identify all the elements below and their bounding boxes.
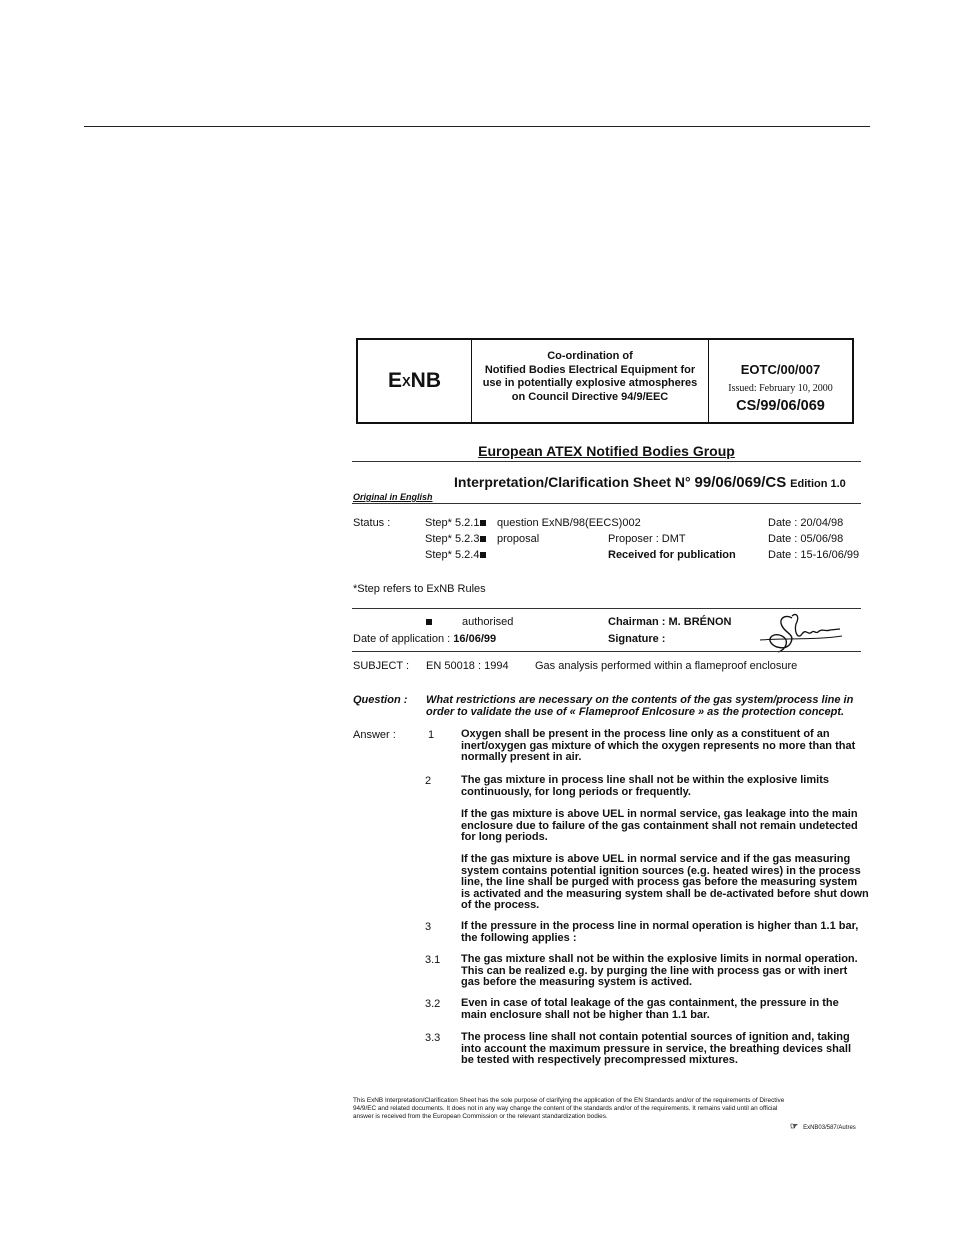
disclaimer-footer [353, 1097, 863, 1121]
header-title-line: Notified Bodies Electrical Equipment for [484, 363, 696, 376]
answer-paragraph [461, 729, 855, 764]
answer-label: Answer : [353, 729, 396, 741]
reference-number: EOTC/00/007 [740, 362, 821, 377]
answer-line: of the process. [461, 899, 540, 911]
answer-line: If the gas mixture is above UEL in normal service and if the gas measuring [461, 853, 851, 865]
status-label: Status : [353, 517, 391, 529]
status-step [425, 517, 486, 529]
status-desc: proposal [497, 533, 540, 545]
signature-image [756, 610, 846, 656]
divider [352, 503, 861, 504]
status-desc: question ExNB/98(EECS)002 [497, 517, 641, 529]
checkbox-filled-icon [426, 619, 432, 625]
date-of-application-label: Date of application : [353, 633, 451, 645]
group-title-text: European ATEX Notified Bodies Group [478, 443, 735, 459]
exnb-logo [358, 340, 472, 422]
proposer: Proposer : DMT [608, 533, 686, 545]
answer-number: 2 [425, 775, 432, 787]
answer-paragraph [461, 775, 829, 798]
checkbox-filled-icon [480, 552, 486, 558]
date-of-application [353, 633, 496, 645]
answer-line: the following applies : [461, 931, 577, 944]
signature-label: Signature : [608, 633, 666, 645]
footer-line: 94/9/EC and related documents. It does not in any way change the content of the standards and/or of the requirements. It remains valid until an official [353, 1105, 778, 1112]
answer-number: 1 [428, 729, 435, 741]
answer-line: The gas mixture in process line shall not be within the explosive limits [461, 774, 829, 786]
header-title [472, 340, 709, 422]
question-line: What restrictions are necessary on the contents of the gas system/process line in [426, 694, 854, 706]
answer-line: normally present in air. [461, 751, 582, 763]
answer-paragraph [461, 954, 858, 989]
status-step [425, 549, 486, 561]
header-title-line: on Council Directive 94/9/EEC [511, 390, 669, 403]
divider [352, 651, 861, 652]
answer-line: main enclosure shall not be higher than 1.1 bar. [461, 1008, 710, 1021]
answer-line: If the pressure in the process line in normal operation is higher than 1.1 bar, [461, 920, 859, 932]
answer-number: 3.3 [425, 1032, 441, 1044]
sheet-code: CS/99/06/069 [736, 398, 825, 414]
sheet-title-text: Interpretation/Clarification Sheet N° [454, 474, 691, 490]
step-text: Step* 5.2.3 [425, 533, 480, 545]
question-line: order to validate the use of « Flameproof Enlcosure » as the protection concept. [426, 705, 845, 718]
checkbox-filled-icon [480, 536, 486, 542]
divider [352, 608, 861, 609]
answer-line: Even in case of total leakage of the gas containment, the pressure in the [461, 997, 839, 1009]
header-title-line: use in potentially explosive atmospheres [482, 377, 698, 389]
answer-number: 3 [425, 921, 432, 933]
answer-paragraph [461, 809, 858, 844]
subject-standard: EN 50018 : 1994 [426, 660, 509, 672]
footer-reference [790, 1121, 856, 1132]
answer-line: The process line shall not contain potential sources of ignition and, taking [461, 1031, 850, 1043]
step-text: Step* 5.2.1 [425, 517, 480, 529]
answer-paragraph [461, 854, 869, 912]
group-title [352, 443, 861, 459]
status-date: Date : 15-16/06/99 [768, 549, 860, 561]
issue-date: Issued: February 10, 2000 [728, 383, 833, 394]
answer-line: If the gas mixture is above UEL in normal service, gas leakage into the main [461, 808, 858, 820]
answer-line: continuously, for long periods or frequently. [461, 785, 691, 798]
subject-text: Gas analysis performed within a flameproof enclosure [535, 660, 798, 672]
answer-line: be tested with respectively precompressed mixtures. [461, 1054, 738, 1066]
date-of-application-value: 16/06/99 [453, 633, 497, 645]
header-title-line: Co-ordination of [547, 350, 633, 362]
step-text: Step* 5.2.4 [425, 549, 480, 561]
answer-number: 3.1 [425, 954, 441, 966]
original-language-note: Original in English [353, 492, 433, 502]
chairman: Chairman : M. BRÉNON [608, 616, 732, 628]
answer-line: for long periods. [461, 831, 548, 843]
answer-line: enclosure due to failure of the gas containment shall not remain undetected [461, 819, 858, 832]
footer-line: answer is received from the European Commission or the relevant standardization bodies. [353, 1113, 608, 1120]
answer-line: line, the line shall be purged with process gas before the measuring system [461, 876, 858, 888]
footer-ref-code: ExNB03/587/Autres [803, 1125, 856, 1131]
answer-paragraph [461, 1032, 851, 1067]
answer-line: This can be realized e.g. by purging the line with process gas or with inert [461, 964, 848, 977]
question-label: Question : [353, 694, 408, 706]
received-for-publication: Received for publication [608, 549, 736, 561]
header-reference [709, 340, 852, 422]
authorised-label: authorised [462, 616, 514, 628]
mark-icon: ☞ [790, 1121, 799, 1131]
status-date: Date : 20/04/98 [768, 517, 844, 529]
answer-number: 3.2 [425, 998, 441, 1010]
answer-line: system contains potential ignition sources (e.g. heated wires) in the process [461, 864, 861, 877]
answer-line: is activated and the measuring system shall be de-activated before shut down [461, 887, 869, 900]
answer-line: gas before the measuring system is actived. [461, 976, 693, 988]
answer-line: Oxygen shall be present in the process line only as a constituent of an [461, 728, 830, 740]
edition: Edition 1.0 [790, 478, 846, 490]
answer-line: The gas mixture shall not be within the explosive limits in normal operation. [461, 953, 858, 965]
checkbox-filled-icon [480, 520, 486, 526]
sheet-title [454, 474, 846, 491]
divider [352, 461, 861, 462]
step-footnote: *Step refers to ExNB Rules [353, 583, 486, 595]
logo-main: E [387, 369, 402, 392]
sheet-number: 99/06/069/CS [694, 474, 787, 491]
top-rule [84, 126, 870, 127]
answer-line: into account the maximum pressure in service, the breathing devices shall [461, 1042, 852, 1055]
answer-paragraph [461, 998, 839, 1021]
subject-label: SUBJECT : [353, 660, 410, 672]
answer-paragraph [461, 921, 858, 944]
answer-line: inert/oxygen gas mixture of which the oxygen represents no more than that [461, 739, 856, 752]
footer-line: This ExNB Interpretation/Clarification Sheet has the sole purpose of clarifying the application of the EN Standards and/or of the requirements of Directive [353, 1097, 785, 1104]
status-step [425, 533, 486, 545]
status-date: Date : 05/06/98 [768, 533, 844, 545]
document-header [356, 338, 854, 424]
logo-sub: X [402, 373, 411, 389]
logo-tail: NB [410, 369, 442, 392]
question-text [426, 695, 853, 718]
